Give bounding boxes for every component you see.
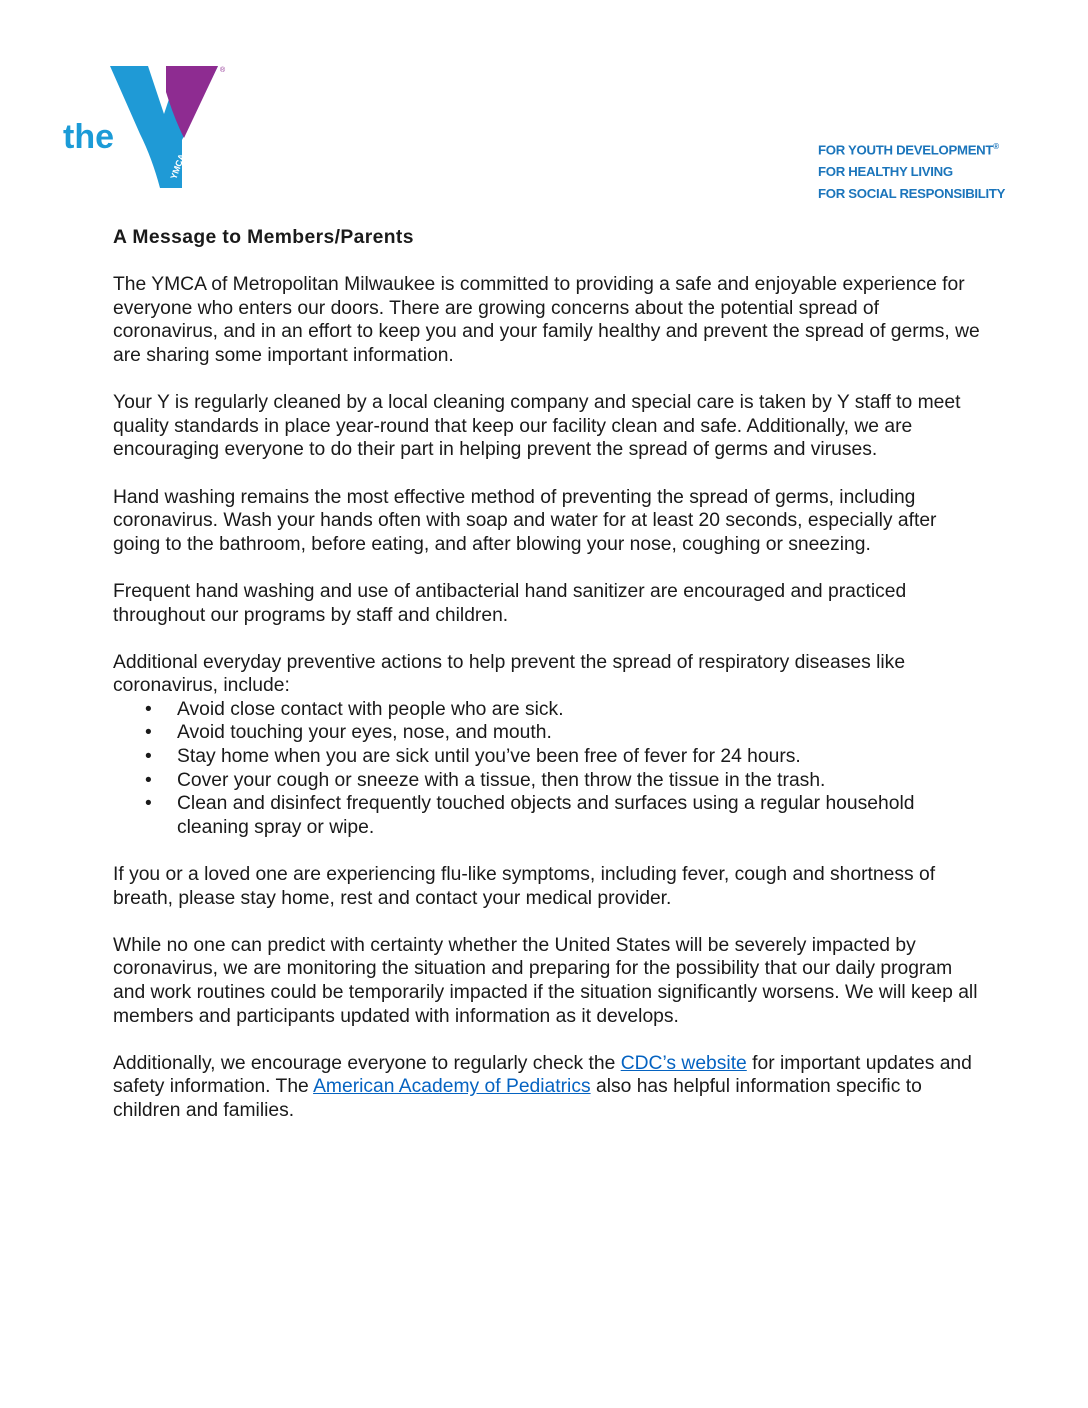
paragraph-sanitizer: Frequent hand washing and use of antibacterial hand sanitizer are encouraged and practiced throughout our programs by staff and children.: [113, 580, 907, 626]
list-item: • Cover your cough or sneeze with a tissue, then throw the tissue in the trash.: [177, 769, 983, 793]
preventive-actions-list: [113, 698, 983, 840]
paragraph-symptoms: If you or a loved one are experiencing flu-like symptoms, including fever, cough and shortness of breath, please stay home, rest and contact your medical provider.: [113, 864, 936, 909]
cdc-website-link[interactable]: CDC’s website: [620, 1052, 747, 1074]
logo-registered: ®: [220, 67, 226, 74]
paragraph-resources: [113, 1052, 983, 1123]
paragraph-cleaning: Your Y is regularly cleaned by a local cleaning company and special care is taken by Y staff to meet quality standards in place year-round that keep our facility clean and safe. Additionally, we are encouraging everyone to do their part in helping prevent the spread of germs and viruses.: [113, 392, 961, 461]
tagline: [818, 136, 1005, 205]
list-item: • Clean and disinfect frequently touched objects and surfaces using a regular household cleaning spray or wipe.: [177, 792, 983, 839]
tagline-line-3: FOR SOCIAL RESPONSIBILITY: [818, 186, 1006, 202]
resources-text-b: for important updates and safety information. The: [113, 1052, 972, 1098]
paragraph-handwashing: Hand washing remains the most effective method of preventing the spread of germs, including coronavirus. Wash your hands often with soap and water for at least 20 seconds, especially after going to the bathroom, before eating, and after blowing your nose, coughing or sneezing.: [113, 486, 937, 555]
logo-word-the: the: [63, 118, 114, 156]
aap-link[interactable]: American Academy of Pediatrics: [313, 1076, 591, 1098]
paragraph-intro: The YMCA of Metropolitan Milwaukee is committed to providing a safe and enjoyable experience for everyone who enters our doors. There are growing concerns about the potential spread of coronavirus, and in an effort to keep you and your family healthy and prevent the spread of germs, we are sharing some important information.: [113, 274, 980, 366]
letter-heading: A Message to Members/Parents: [113, 227, 414, 248]
tagline-line-2: FOR HEALTHY LIVING: [818, 164, 953, 180]
list-item: • Avoid touching your eyes, nose, and mouth.: [177, 721, 983, 745]
paragraph-monitoring: While no one can predict with certainty whether the United States will be severely impacted by coronavirus, we are monitoring the situation and preparing for the possibility that our daily program and work routines could be temporarily impacted if the situation significantly worsens. We will keep all members and participants updated with information as it develops.: [113, 934, 978, 1027]
paragraph-preventive-intro: Additional everyday preventive actions to help prevent the spread of respiratory diseases like coronavirus, include:: [113, 651, 906, 697]
tagline-line-1: FOR YOUTH DEVELOPMENT®: [818, 142, 999, 158]
resources-text-a: Additionally, we encourage everyone to regularly check the: [113, 1052, 621, 1074]
letter-body: [113, 226, 983, 1146]
ymca-logo: [62, 62, 238, 192]
logo-ymca-text: YMCA: [168, 152, 187, 181]
list-item: • Stay home when you are sick until you’ve been free of fever for 24 hours.: [177, 745, 983, 769]
list-item: • Avoid close contact with people who are sick.: [177, 698, 983, 722]
resources-text-c: also has helpful information specific to children and families.: [113, 1076, 922, 1121]
